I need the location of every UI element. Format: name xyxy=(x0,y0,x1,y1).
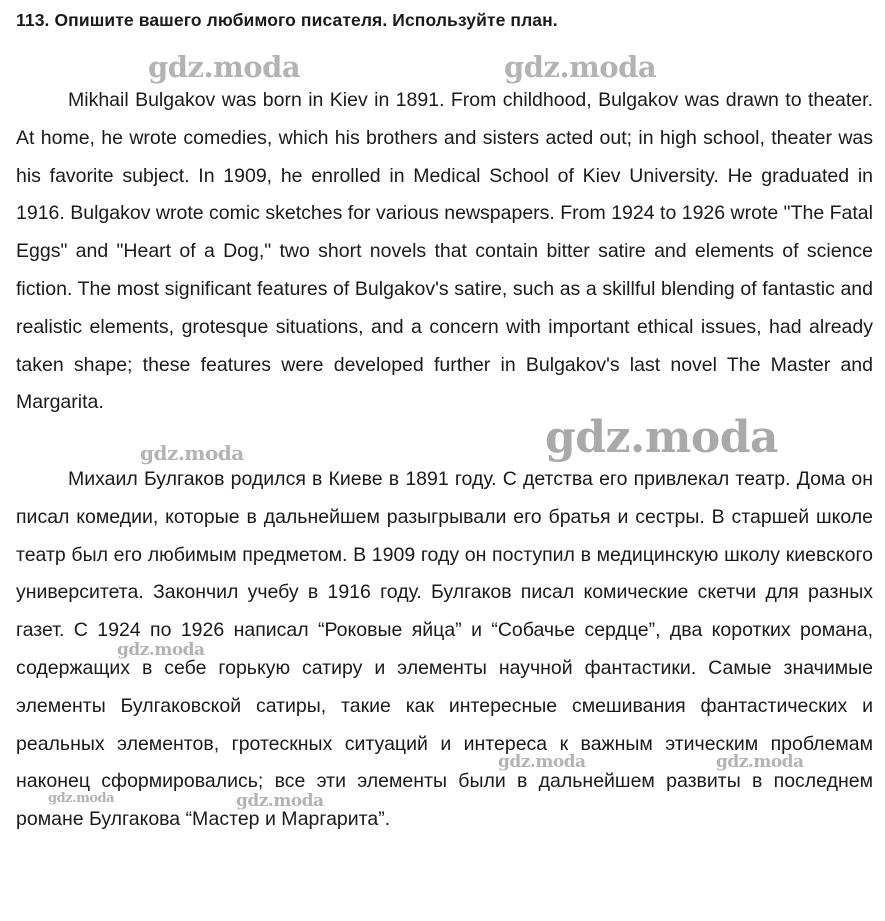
watermark: gdz.moda xyxy=(117,640,205,660)
task-title: Опишите вашего любимого писателя. Используйте план. xyxy=(54,10,558,30)
paragraph-russian: Михаил Булгаков родился в Киеве в 1891 году. С детства его привлекал театр. Дома он писал комедии, которые в дальнейшем разыгрывали его братья и сестры. В старшей школе театр был его любимым предметом. В 1909 году он поступил в медицинскую школу киевского университета. Закончил учебу в 1916 году. Булгаков писал комические скетчи для разных газет. С 1924 по 1926 написал “Роковые яйца” и “Собачье сердце”, два коротких романа, содержащих в себе горькую сатиру и элементы научной фантастики. Самые значимые элементы Булгаковской сатиры, такие как интересные смешивания фантастических и реальных элементов, гротескных ситуаций и интереса к важным этическим проблемам наконец сформировались; все эти элементы были в дальнейшем развиты в последнем романе Булгакова “Мастер и Маргарита”. xyxy=(16,468,873,831)
watermark: gdz.moda xyxy=(140,441,244,465)
watermark: gdz.moda xyxy=(48,791,115,806)
watermark: gdz.moda xyxy=(148,50,301,84)
task-number: 113. xyxy=(16,10,50,30)
task-header xyxy=(16,10,558,31)
watermark: gdz.moda xyxy=(498,752,586,772)
watermark: gdz.moda xyxy=(236,791,324,811)
watermark: gdz.moda xyxy=(545,412,779,463)
watermark: gdz.moda xyxy=(504,50,657,84)
watermark: gdz.moda xyxy=(716,752,804,772)
paragraph-english: Mikhail Bulgakov was born in Kiev in 1891. From childhood, Bulgakov was drawn to theater. At home, he wrote comedies, which his brothers and sisters acted out; in high school, theater was his favorite subject. In 1909, he enrolled in Medical School of Kiev University. He graduated in 1916. Bulgakov wrote comic sketches for various newspapers. From 1924 to 1926 wrote "The Fatal Eggs" and "Heart of a Dog," two short novels that contain bitter satire and elements of science fiction. The most significant features of Bulgakov's satire, such as a skillful blending of fantastic and realistic elements, grotesque situations, and a concern with important ethical issues, had already taken shape; these features were developed further in Bulgakov's last novel The Master and Margarita. xyxy=(16,89,873,414)
